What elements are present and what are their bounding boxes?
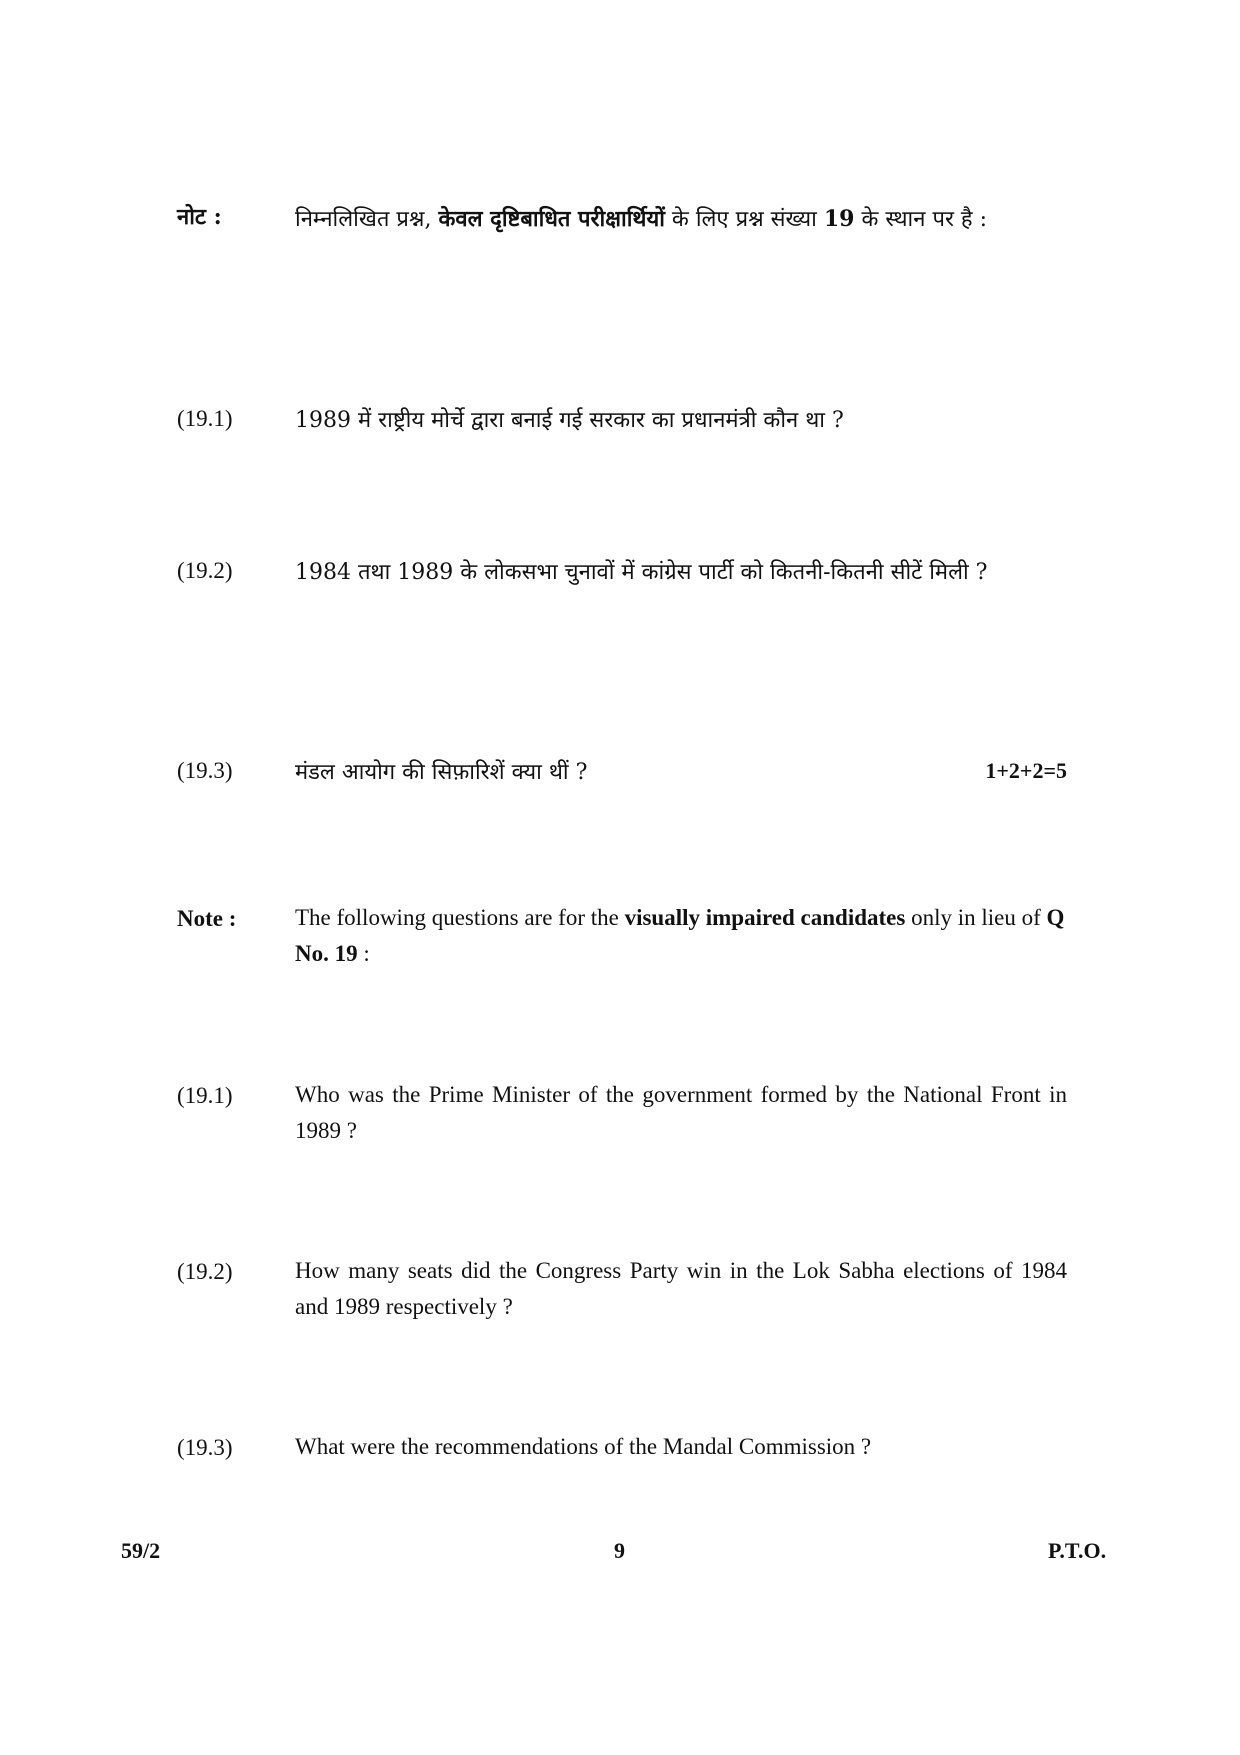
- question-number: (19.2): [177, 558, 233, 583]
- question-text: 1989 में राष्ट्रीय मोर्चे द्वारा बनाई गई सरकार का प्रधानमंत्री कौन था ?: [295, 408, 844, 433]
- english-note-text: The following questions are for the visually impaired candidates only in lieu of Q No. 19 :: [295, 905, 1065, 966]
- question-text: Who was the Prime Minister of the government formed by the National Front in 1989 ?: [295, 1082, 1067, 1143]
- question-number: (19.3): [177, 758, 233, 783]
- english-note-label: Note :: [177, 906, 237, 931]
- question-text: How many seats did the Congress Party win in the Lok Sabha elections of 1984 and 1989 respectively ?: [295, 1258, 1067, 1319]
- paper-code: 59/2: [121, 1538, 161, 1563]
- hindi-note-label: नोट :: [177, 204, 222, 230]
- question-text: 1984 तथा 1989 के लोकसभा चुनावों में कांग्रेस पार्टी को कितनी-कितनी सीटें मिली ?: [295, 560, 988, 585]
- question-text: मंडल आयोग की सिफ़ारिशें क्या थीं ?: [295, 760, 588, 785]
- question-number: (19.3): [177, 1435, 233, 1460]
- marks-allocation: 1+2+2=5: [985, 758, 1067, 783]
- page-number: 9: [614, 1538, 625, 1563]
- question-number: (19.2): [177, 1259, 233, 1284]
- question-number: (19.1): [177, 1083, 233, 1108]
- question-number: (19.1): [177, 406, 233, 431]
- hindi-note-text: निम्नलिखित प्रश्न, केवल दृष्टिबाधित परीक्षार्थियों के लिए प्रश्न संख्या 19 के स्थान पर है :: [295, 206, 988, 232]
- question-text: What were the recommendations of the Mandal Commission ?: [295, 1434, 872, 1459]
- please-turn-over: P.T.O.: [1048, 1538, 1107, 1563]
